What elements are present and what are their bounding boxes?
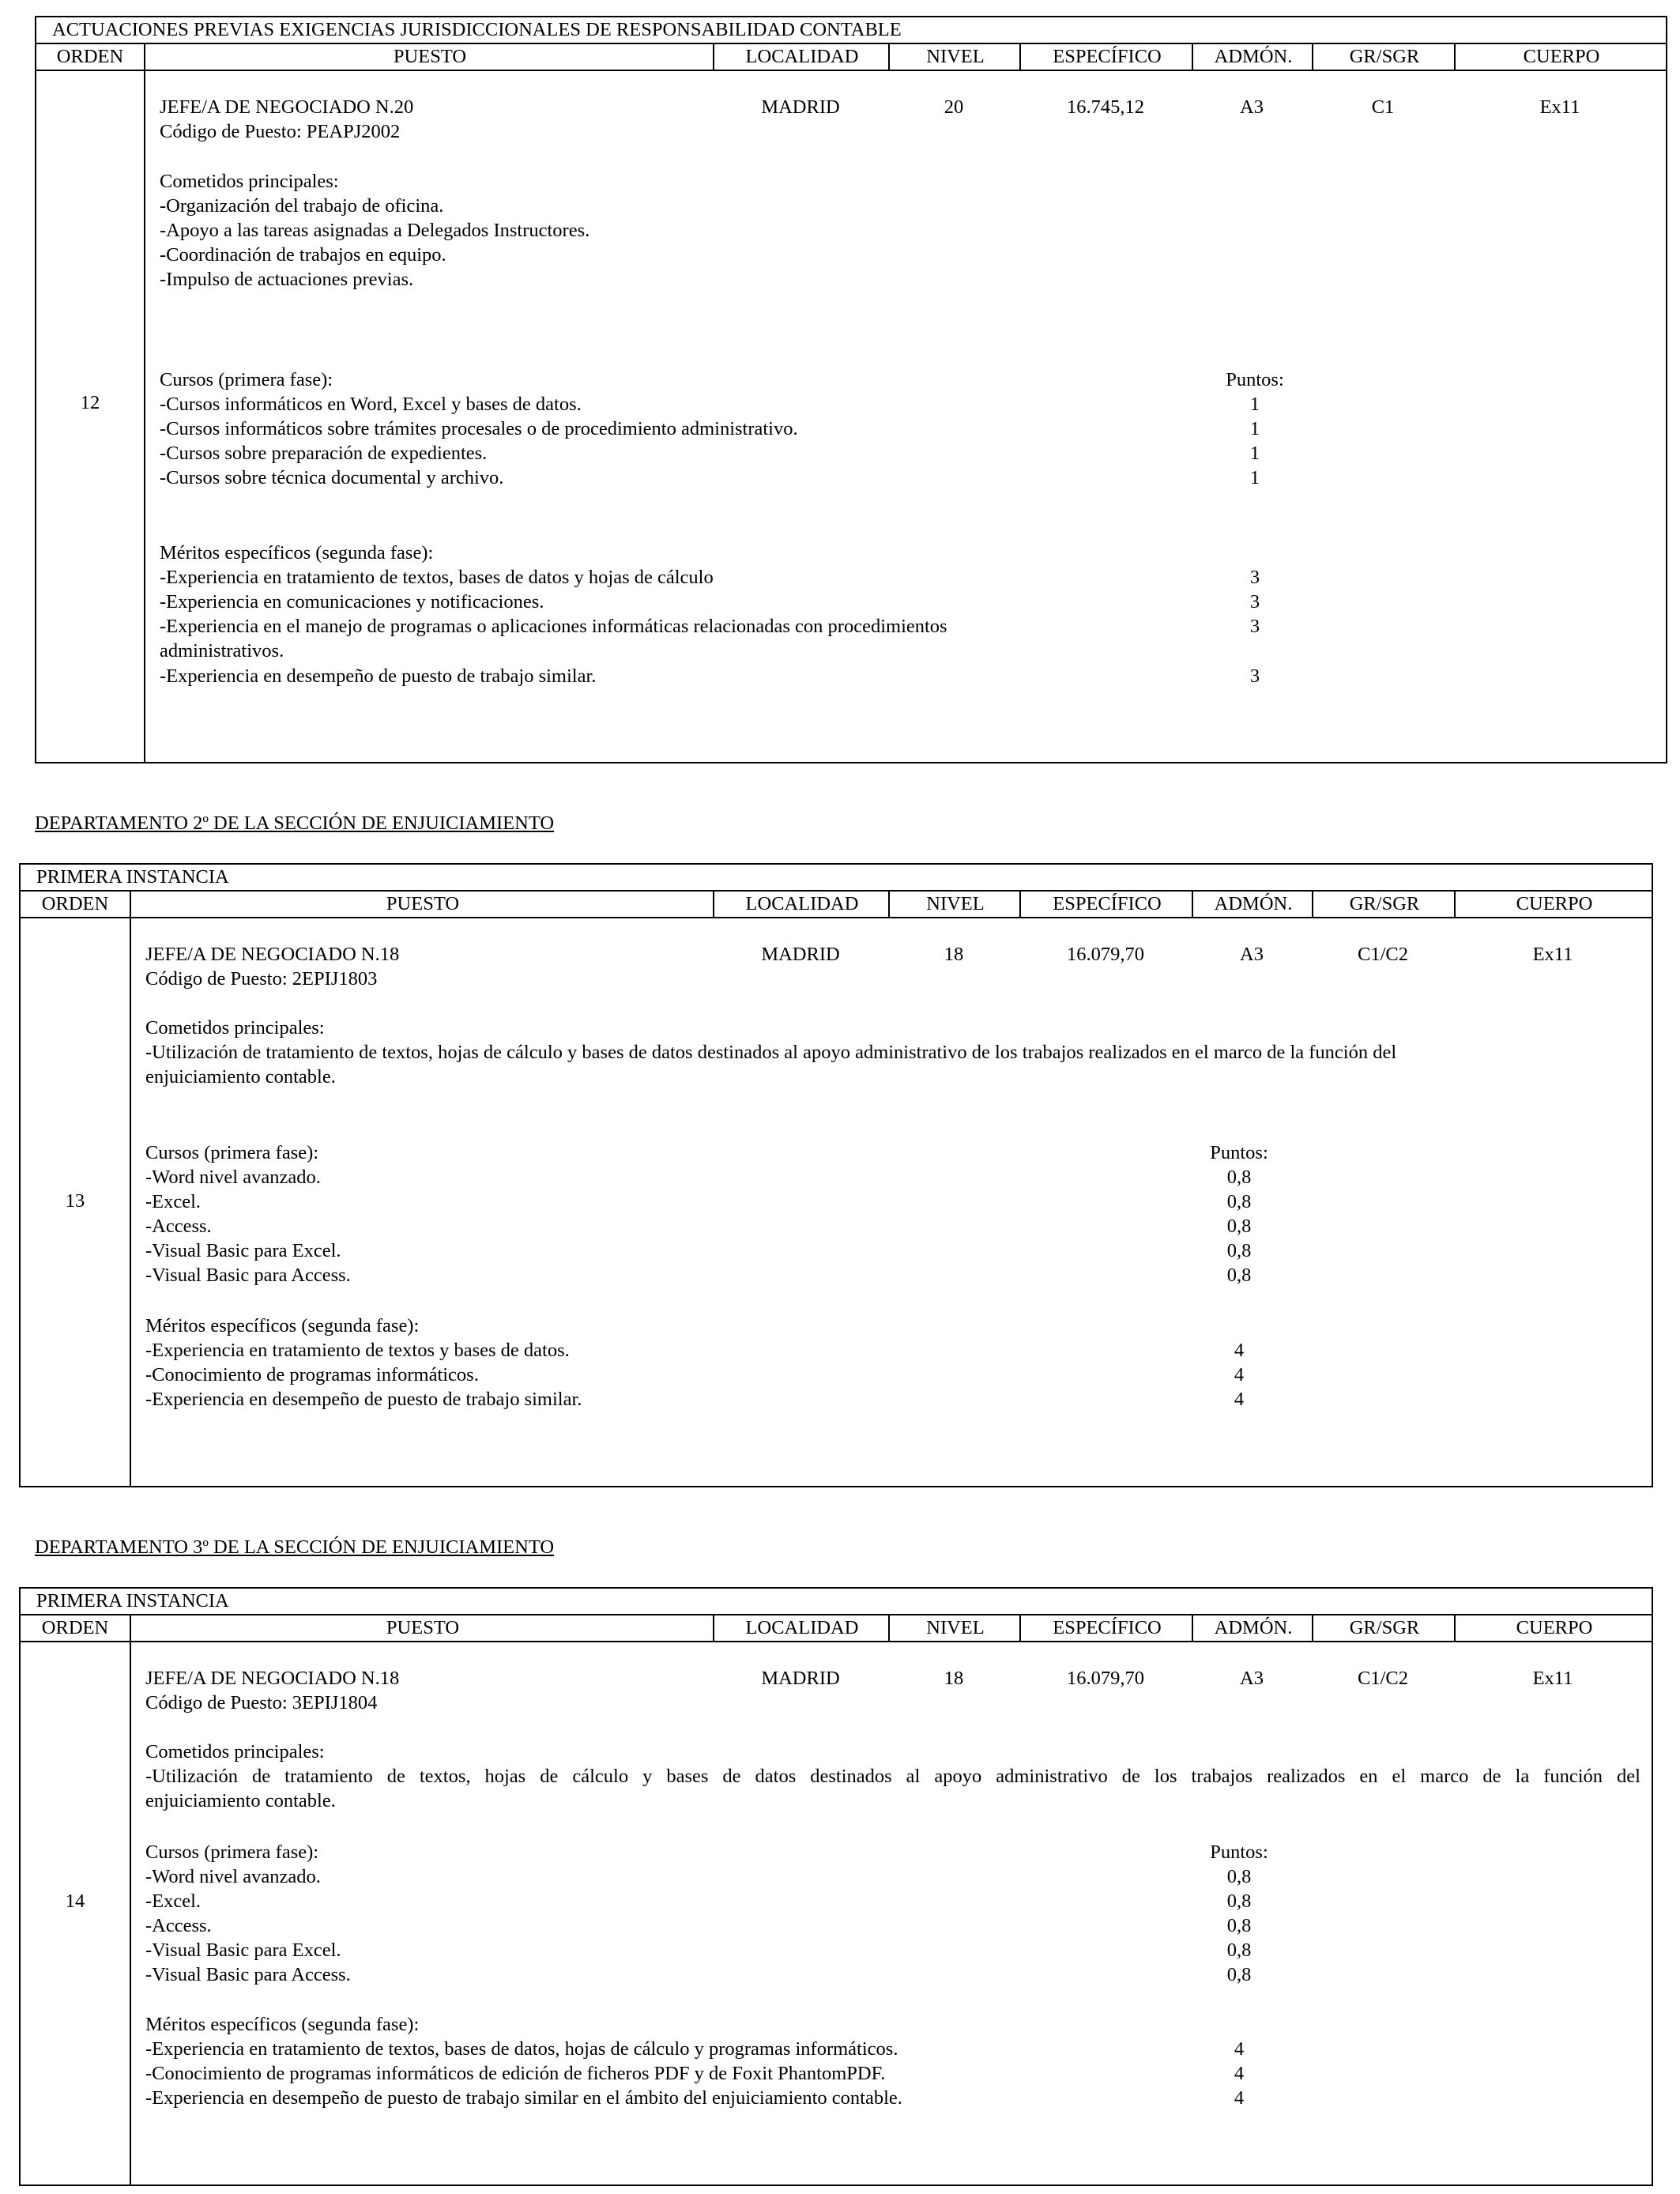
nivel-value: 18 [944, 944, 964, 965]
header-grsgr: GR/SGR [1312, 1615, 1456, 1641]
header-grsgr: GR/SGR [1312, 892, 1456, 917]
department-heading: DEPARTAMENTO 3º DE LA SECCIÓN DE ENJUICIAMIENTO [35, 1536, 555, 1558]
curso-points: 0,8 [1226, 1866, 1252, 1887]
cursos-title: Cursos (primera fase): [145, 1142, 319, 1163]
curso-item: -Access. [145, 1216, 212, 1237]
header-puesto: PUESTO [130, 1615, 714, 1641]
header-localidad: LOCALIDAD [713, 1615, 890, 1641]
header-orden: ORDEN [41, 1617, 109, 1638]
puntos-label: Puntos: [1226, 369, 1284, 390]
merito-points: 4 [1234, 2087, 1245, 2109]
puesto-name: JEFE/A DE NEGOCIADO N.20 [160, 96, 414, 118]
cometido-item-continuation: enjuiciamiento contable. [145, 1066, 336, 1088]
curso-item: -Word nivel avanzado. [145, 1866, 321, 1887]
merito-item: -Experiencia en desempeño de puesto de trabajo similar. [160, 665, 597, 687]
header-especifico: ESPECÍFICO [1019, 44, 1193, 70]
merito-item: -Conocimiento de programas informáticos. [145, 1364, 479, 1385]
merito-item: -Experiencia en tratamiento de textos y bases de datos. [145, 1340, 570, 1361]
header-especifico: ESPECÍFICO [1019, 1615, 1193, 1641]
curso-points: 1 [1249, 394, 1260, 415]
curso-item: -Visual Basic para Access. [145, 1964, 351, 1985]
table-primera-instancia-13 [19, 863, 1653, 1487]
localidad-value: MADRID [761, 944, 840, 965]
table-primera-instancia-14 [19, 1587, 1653, 2186]
curso-points: 0,8 [1226, 1964, 1252, 1985]
nivel-value: 18 [944, 1668, 964, 1689]
curso-points: 1 [1249, 418, 1260, 439]
table-title: PRIMERA INSTANCIA [21, 1589, 1652, 1615]
curso-item: -Cursos sobre preparación de expedientes. [160, 443, 488, 464]
puesto-name: JEFE/A DE NEGOCIADO N.18 [145, 1668, 400, 1689]
merito-item: -Conocimiento de programas informáticos de edición de ficheros PDF y de Foxit PhantomPDF. [145, 2063, 886, 2084]
header-admon: ADMÓN. [1192, 44, 1313, 70]
meritos-title: Méritos específicos (segunda fase): [145, 1315, 420, 1336]
curso-item: -Cursos informáticos sobre trámites procesales o de procedimiento administrativo. [160, 418, 798, 439]
localidad-value: MADRID [761, 1668, 840, 1689]
curso-points: 0,8 [1226, 1891, 1252, 1912]
puntos-label: Puntos: [1210, 1142, 1268, 1163]
puesto-name: JEFE/A DE NEGOCIADO N.18 [145, 944, 400, 965]
orden-number: 14 [65, 1891, 85, 1912]
header-localidad: LOCALIDAD [713, 892, 890, 917]
cometido-item: -Utilización de tratamiento de textos, hojas de cálculo y bases de datos destinados al apoyo administrativo de los trabajos realizados en el marco de la función del [145, 1766, 1640, 1787]
cometidos-title: Cometidos principales: [145, 1017, 325, 1039]
header-puesto: PUESTO [130, 892, 714, 917]
curso-points: 0,8 [1226, 1265, 1252, 1286]
curso-item: -Visual Basic para Access. [145, 1265, 351, 1286]
curso-item: -Excel. [145, 1191, 202, 1212]
header-nivel: NIVEL [888, 1615, 1021, 1641]
curso-points: 0,8 [1226, 1191, 1252, 1212]
table-actuaciones-previas [35, 16, 1667, 763]
puntos-label: Puntos: [1210, 1842, 1268, 1863]
localidad-value: MADRID [761, 96, 840, 118]
curso-item: -Word nivel avanzado. [145, 1167, 321, 1188]
cometido-item: -Impulso de actuaciones previas. [160, 269, 414, 290]
table-header [21, 892, 1652, 918]
curso-points: 0,8 [1226, 1167, 1252, 1188]
grsgr-value: C1 [1371, 96, 1395, 118]
nivel-value: 20 [944, 96, 964, 118]
meritos-title: Méritos específicos (segunda fase): [145, 2014, 420, 2035]
cometidos-title: Cometidos principales: [160, 171, 339, 192]
admon-value: A3 [1240, 944, 1264, 965]
header-orden: ORDEN [56, 46, 124, 67]
especifico-value: 16.745,12 [1067, 96, 1144, 118]
cometido-item: -Apoyo a las tareas asignadas a Delegados Instructores. [160, 220, 590, 241]
header-nivel: NIVEL [888, 44, 1021, 70]
curso-points: 1 [1249, 443, 1260, 464]
column-divider [130, 918, 131, 1486]
merito-points: 4 [1234, 1364, 1245, 1385]
cometidos-title: Cometidos principales: [145, 1741, 325, 1762]
curso-points: 0,8 [1226, 1940, 1252, 1961]
cursos-title: Cursos (primera fase): [160, 369, 333, 390]
cursos-title: Cursos (primera fase): [145, 1842, 319, 1863]
curso-points: 0,8 [1226, 1915, 1252, 1936]
admon-value: A3 [1240, 1668, 1264, 1689]
especifico-value: 16.079,70 [1067, 944, 1144, 965]
merito-item: -Experiencia en tratamiento de textos, bases de datos, hojas de cálculo y programas informáticos. [145, 2038, 898, 2060]
grsgr-value: C1/C2 [1358, 1668, 1408, 1689]
puesto-code: Código de Puesto: PEAPJ2002 [160, 121, 401, 142]
merito-item: -Experiencia en el manejo de programas o aplicaciones informáticas relacionadas con procedimientos [160, 616, 947, 637]
table-title: ACTUACIONES PREVIAS EXIGENCIAS JURISDICCIONALES DE RESPONSABILIDAD CONTABLE [36, 17, 1666, 44]
merito-item: -Experiencia en tratamiento de textos, bases de datos y hojas de cálculo [160, 567, 714, 588]
curso-item: -Cursos informáticos en Word, Excel y bases de datos. [160, 394, 582, 415]
header-grsgr: GR/SGR [1312, 44, 1456, 70]
cometido-item: -Coordinación de trabajos en equipo. [160, 244, 446, 266]
header-cuerpo: CUERPO [1454, 892, 1653, 917]
curso-points: 0,8 [1226, 1240, 1252, 1261]
merito-item: -Experiencia en desempeño de puesto de trabajo similar en el ámbito del enjuiciamiento contable. [145, 2087, 902, 2109]
cuerpo-value: Ex11 [1532, 944, 1573, 965]
curso-points: 0,8 [1226, 1216, 1252, 1237]
header-localidad: LOCALIDAD [713, 44, 890, 70]
cometido-item: -Utilización de tratamiento de textos, hojas de cálculo y bases de datos destinados al apoyo administrativo de los trabajos realizados en el marco de la función del [145, 1042, 1397, 1063]
curso-item: -Access. [145, 1915, 212, 1936]
curso-item: -Visual Basic para Excel. [145, 1240, 341, 1261]
merito-points: 3 [1249, 591, 1260, 613]
header-cuerpo: CUERPO [1454, 1615, 1653, 1641]
table-header [21, 1615, 1652, 1642]
header-admon: ADMÓN. [1192, 1615, 1313, 1641]
cometido-item: -Organización del trabajo de oficina. [160, 195, 444, 217]
column-divider [130, 1642, 131, 2185]
table-header [36, 44, 1666, 71]
especifico-value: 16.079,70 [1067, 1668, 1144, 1689]
curso-item: -Excel. [145, 1891, 202, 1912]
merito-points: 4 [1234, 1340, 1245, 1361]
header-cuerpo: CUERPO [1454, 44, 1667, 70]
column-divider [144, 71, 145, 762]
merito-points: 4 [1234, 2063, 1245, 2084]
header-admon: ADMÓN. [1192, 892, 1313, 917]
orden-number: 13 [65, 1190, 85, 1212]
merito-points: 4 [1234, 1389, 1245, 1410]
header-especifico: ESPECÍFICO [1019, 892, 1193, 917]
department-heading: DEPARTAMENTO 2º DE LA SECCIÓN DE ENJUICIAMIENTO [35, 812, 555, 834]
header-orden: ORDEN [41, 893, 109, 914]
merito-points: 4 [1234, 2038, 1245, 2060]
curso-points: 1 [1249, 467, 1260, 488]
table-title: PRIMERA INSTANCIA [21, 865, 1652, 892]
merito-item: -Experiencia en desempeño de puesto de trabajo similar. [145, 1389, 582, 1410]
merito-item: -Experiencia en comunicaciones y notificaciones. [160, 591, 544, 613]
meritos-title: Méritos específicos (segunda fase): [160, 542, 434, 564]
merito-points: 3 [1249, 616, 1260, 637]
header-puesto: PUESTO [144, 44, 714, 70]
header-nivel: NIVEL [888, 892, 1021, 917]
merito-points: 3 [1249, 665, 1260, 687]
curso-item: -Visual Basic para Excel. [145, 1940, 341, 1961]
curso-item: -Cursos sobre técnica documental y archivo. [160, 467, 504, 488]
merito-points: 3 [1249, 567, 1260, 588]
cuerpo-value: Ex11 [1539, 96, 1580, 118]
merito-item-continuation: administrativos. [160, 640, 284, 662]
puesto-code: Código de Puesto: 3EPIJ1804 [145, 1692, 378, 1713]
grsgr-value: C1/C2 [1358, 944, 1408, 965]
cuerpo-value: Ex11 [1532, 1668, 1573, 1689]
admon-value: A3 [1240, 96, 1264, 118]
cometido-item-continuation: enjuiciamiento contable. [145, 1790, 336, 1811]
puesto-code: Código de Puesto: 2EPIJ1803 [145, 968, 378, 990]
orden-number: 12 [80, 392, 100, 413]
